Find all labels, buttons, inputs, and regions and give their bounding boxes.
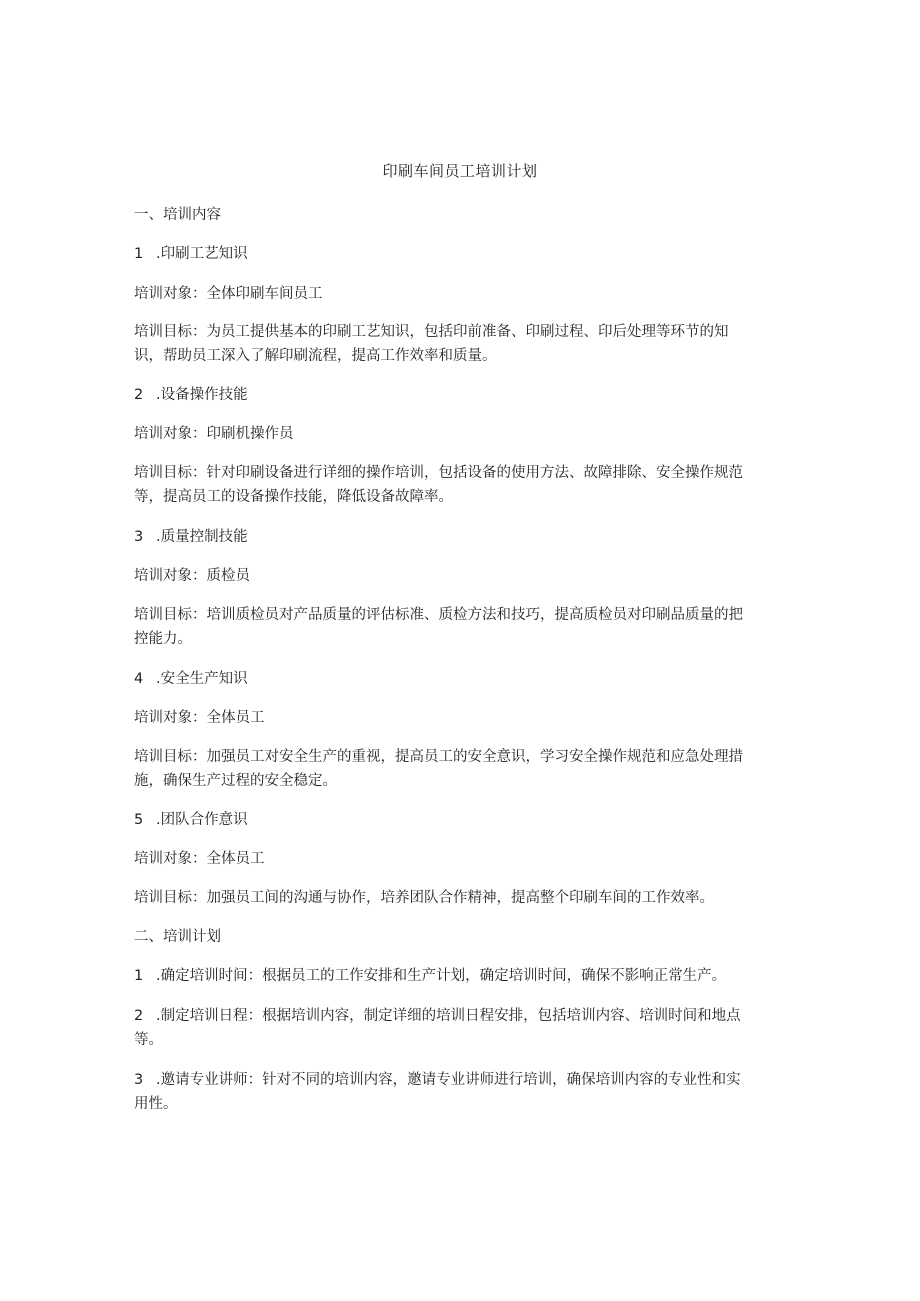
item-heading	[134, 666, 786, 693]
item-target: 培训对象：印刷机操作员	[134, 426, 294, 442]
item-goal-line: 培训目标：为员工提供基本的印刷工艺知识，包括印前准备、印刷过程、印后处理等环节的知	[134, 324, 729, 340]
plan-number: 2	[134, 1008, 144, 1024]
item-goal-line: 控能力。	[134, 631, 192, 647]
item-heading	[134, 241, 786, 268]
item-number: 3	[134, 529, 144, 545]
item-goal-line: 培训目标：针对印刷设备进行详细的操作培训，包括设备的使用方法、故障排除、安全操作规范	[134, 465, 743, 481]
plan-text: .确定培训时间：根据员工的工作安排和生产计划，确定培训时间，确保不影响正常生产。	[156, 968, 727, 984]
plan-number: 1	[134, 968, 144, 984]
item-title: .安全生产知识	[156, 671, 248, 687]
item-title: .印刷工艺知识	[156, 246, 248, 262]
item-heading	[134, 807, 786, 834]
item-heading	[134, 382, 786, 409]
plan-item	[134, 1067, 786, 1094]
item-target: 培训对象：质检员	[134, 568, 250, 584]
item-number: 1	[134, 246, 144, 262]
item-number: 2	[134, 387, 144, 403]
item-goal-line: 识，帮助员工深入了解印刷流程，提高工作效率和质量。	[134, 348, 497, 364]
item-goal-line: 施，确保生产过程的安全稳定。	[134, 773, 337, 789]
item-goal-line: 等，提高员工的设备操作技能，降低设备故障率。	[134, 489, 453, 505]
item-title: .质量控制技能	[156, 529, 248, 545]
plan-item	[134, 1003, 786, 1030]
document-title: 印刷车间员工培训计划	[382, 162, 538, 180]
item-goal-line: 培训目标：培训质检员对产品质量的评估标准、质检方法和技巧，提高质检员对印刷品质量的把	[134, 607, 743, 623]
section-heading-training-content: 一、培训内容	[134, 207, 221, 223]
item-goal-line: 培训目标：加强员工对安全生产的重视，提高员工的安全意识，学习安全操作规范和应急处理措	[134, 749, 743, 765]
item-goal-line: 培训目标：加强员工间的沟通与协作，培养团队合作精神，提高整个印刷车间的工作效率。	[134, 890, 714, 906]
plan-text-continuation: 用性。	[134, 1096, 178, 1112]
plan-text: .邀请专业讲师：针对不同的培训内容，邀请专业讲师进行培训，确保培训内容的专业性和实	[156, 1072, 741, 1088]
item-number: 4	[134, 671, 144, 687]
plan-text: .制定培训日程：根据培训内容，制定详细的培训日程安排，包括培训内容、培训时间和地点	[156, 1008, 741, 1024]
item-title: .设备操作技能	[156, 387, 248, 403]
item-target: 培训对象：全体员工	[134, 851, 265, 867]
item-heading	[134, 524, 786, 551]
section-heading-training-plan: 二、培训计划	[134, 929, 221, 945]
item-number: 5	[134, 812, 144, 828]
plan-text-continuation: 等。	[134, 1032, 163, 1048]
item-title: .团队合作意识	[156, 812, 248, 828]
plan-number: 3	[134, 1072, 144, 1088]
item-target: 培训对象：全体印刷车间员工	[134, 286, 323, 302]
plan-item	[134, 963, 786, 990]
item-target: 培训对象：全体员工	[134, 710, 265, 726]
